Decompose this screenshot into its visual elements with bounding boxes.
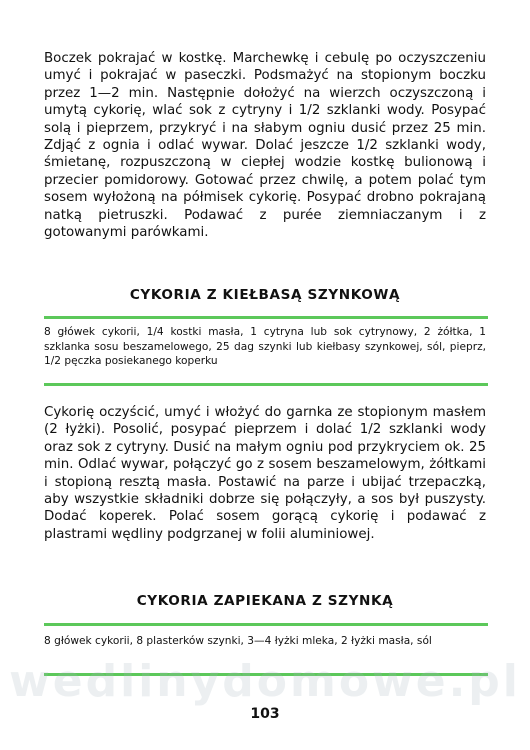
recipe-title-cykoria-zapiekana: CYKORIA ZAPIEKANA Z SZYNKĄ <box>136 593 394 609</box>
ingredients-top-rule <box>44 316 488 319</box>
ingredients-bottom-rule-2 <box>44 673 488 676</box>
page-number: 103 <box>250 706 280 722</box>
recipe-title-cykoria-z-kielbasa: CYKORIA Z KIEŁBASĄ SZYNKOWĄ <box>129 287 401 303</box>
ingredients-top-rule-2 <box>44 623 488 626</box>
intro-paragraph: Boczek pokrajać w kostkę. Marchewkę i cebulę po oczyszczeniu umyć i pokrajać w paseczki. Podsmażyć na stopionym boczku przez 1—2 min. Następnie dołożyć na wierzch oczyszczoną i umytą cykorię, wlać sok z cytryny i 1/2 szklanki wody. Posypać solą i pieprzem, przykryć i na słabym ogniu dusić przez 25 min. Zdjąć z ognia i odlać wywar. Dolać jeszcze 1/2 szklanki wody, śmietanę, rozpuszczoną w ciepłej wodzie kostkę bulionową i przecier pomidorowy. Gotować przez chwilę, a potem polać tym sosem wyłożoną na półmisek cykorię. Posypać drobno pokrajaną natką pietruszki. Podawać z purée ziemniaczanym i z gotowanymi parówkami. <box>44 51 486 241</box>
method-paragraph-1: Cykorię oczyścić, umyć i włożyć do garnka ze stopionym masłem (2 łyżki). Posolić, posypać pieprzem i dolać 1/2 szklanki wody oraz sok z cytryny. Dusić na małym ogniu pod przykryciem ok. 25 min. Odlać wywar, połączyć go z sosem beszamelowym, żółtkami i stopioną resztą masła. Postawić na parze i ubijać trzepaczką, aby wszystkie składniki dobrze się połączyły, a sos był puszysty. Dodać koperek. Polać sosem gorącą cykorię i podawać z plastrami wędliny podgrzanej w folii aluminiowej. <box>44 405 486 542</box>
watermark: wedlinydomowe.pl <box>9 656 521 707</box>
ingredients-list-2: 8 główek cykorii, 8 plasterków szynki, 3—4 łyżki mleka, 2 łyżki masła, sól <box>44 635 432 647</box>
ingredients-list-1: 8 główek cykorii, 1/4 kostki masła, 1 cytryna lub sok cytrynowy, 2 żółtka, 1 szklanka sosu beszamelowego, 25 dag szynki lub kiełbasy szynkowej, sól, pieprz, 1/2 pęczka posiekanego koperku <box>44 326 486 368</box>
ingredients-bottom-rule <box>44 383 488 386</box>
